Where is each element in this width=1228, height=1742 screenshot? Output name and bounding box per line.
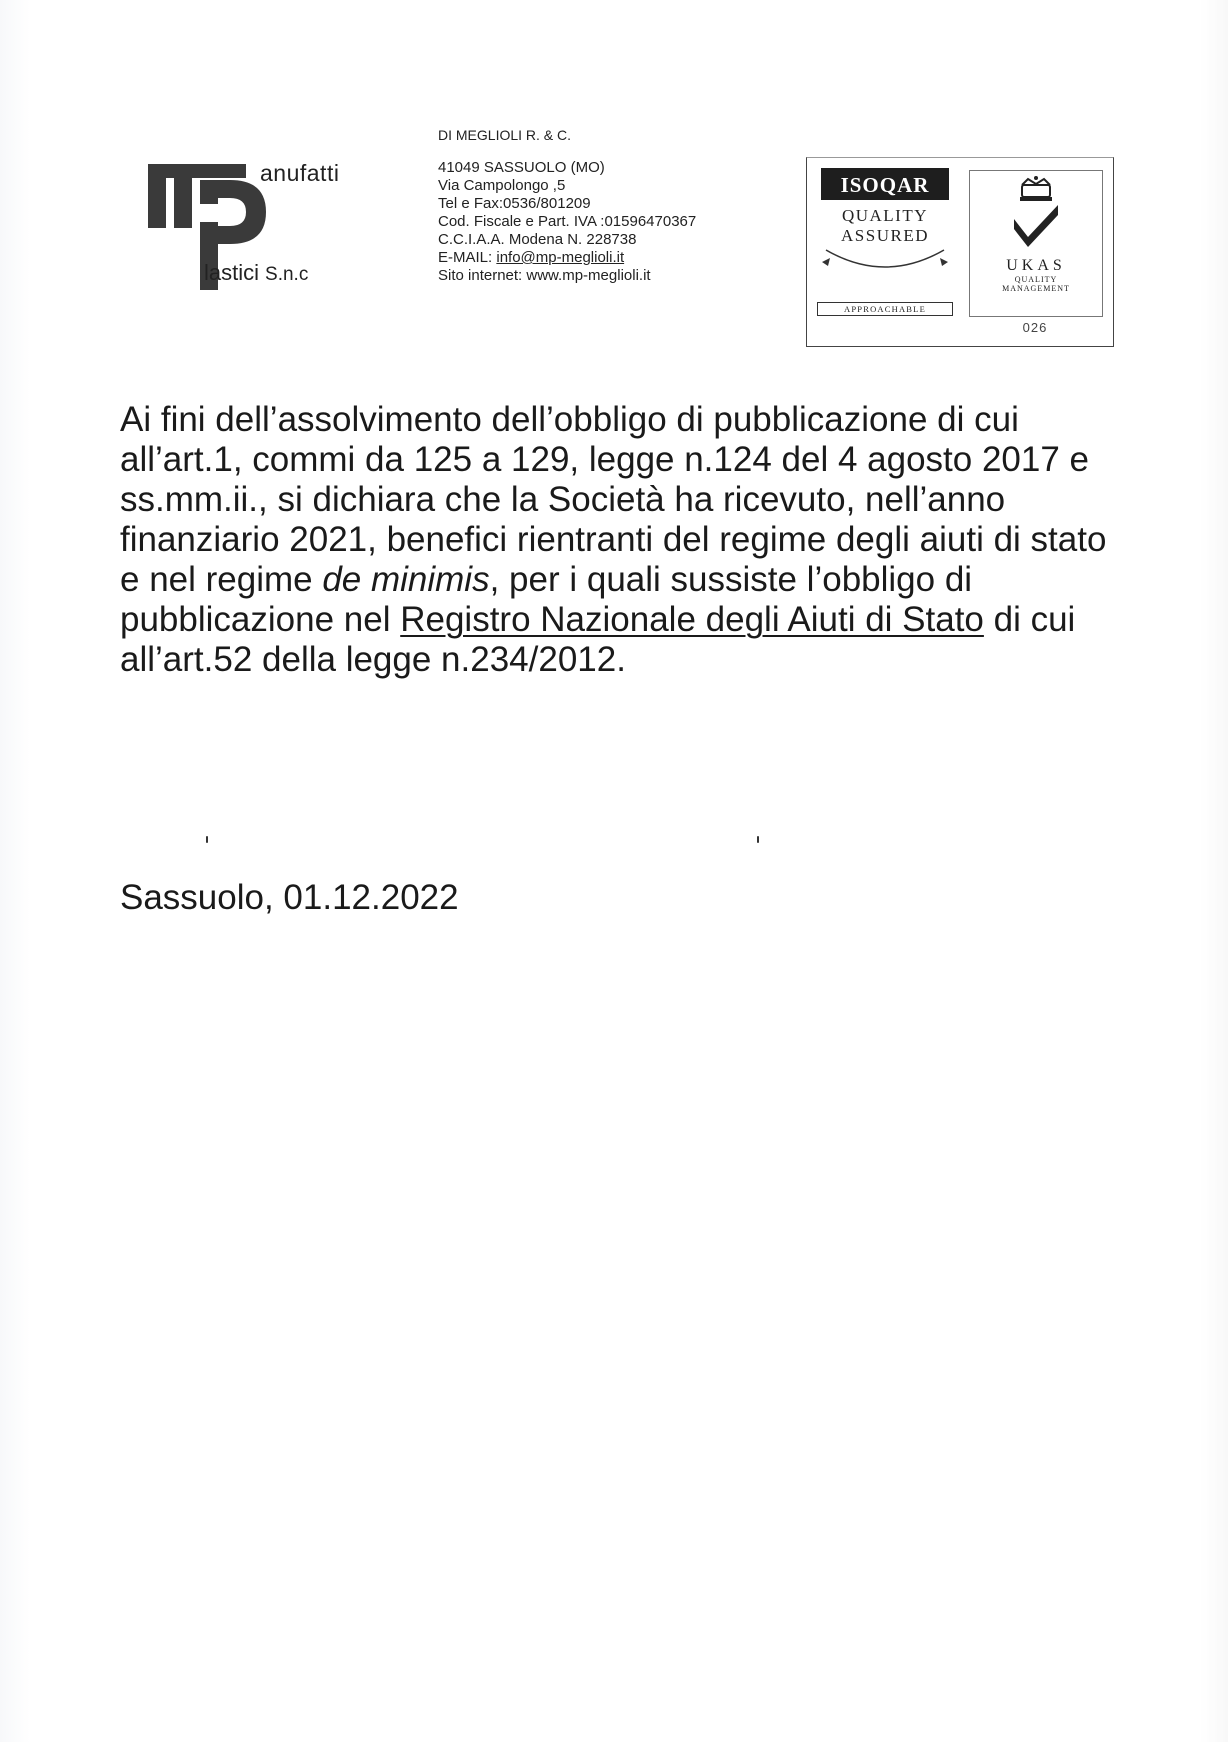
company-email-label: E-MAIL: (438, 249, 493, 266)
company-website: Sito internet: www.mp-meglioli.it (438, 267, 651, 284)
isoqar-title: ISOQAR (821, 168, 949, 200)
company-email-line (438, 249, 778, 267)
ukas-name: UKAS (1006, 257, 1066, 274)
company-tax-id: Cod. Fiscale e Part. IVA :01596470367 (438, 213, 697, 230)
isoqar-badge (815, 168, 955, 318)
crown-tick-icon (1006, 175, 1066, 249)
certification-number: 026 (1022, 320, 1048, 335)
logo-word-anufatti: anufatti (260, 160, 340, 186)
declaration-registry-name: Registro Nazionale degli Aiuti di Stato (400, 600, 984, 639)
certification-box (806, 157, 1114, 347)
company-info (438, 126, 778, 285)
declaration-de-minimis: de minimis (322, 560, 490, 599)
place-and-date: Sassuolo, 01.12.2022 (120, 878, 459, 917)
declaration-paragraph (120, 400, 1120, 680)
logo-company-suffix: S.n.c (265, 264, 309, 285)
company-cciaa: C.C.I.A.A. Modena N. 228738 (438, 231, 637, 248)
scan-mark (757, 836, 759, 843)
ukas-quality: QUALITY (1014, 275, 1058, 284)
isoqar-quality: QUALITY (841, 206, 929, 225)
isoqar-footer: APPROACHABLE (817, 302, 953, 316)
isoqar-assured: ASSURED (841, 226, 929, 245)
logo-word-lastici (204, 260, 308, 286)
ukas-management: MANAGEMENT (1002, 284, 1070, 293)
company-email-link[interactable]: info@mp-meglioli.it (496, 249, 625, 266)
company-street: Via Campolongo ,5 (438, 177, 566, 194)
declaration-text-part3: di cui all’art.52 della legge n.234/2012. (120, 600, 1076, 679)
logo-word-lastici-text: lastici (204, 260, 260, 285)
company-logo (148, 160, 398, 290)
company-city: 41049 SASSUOLO (MO) (438, 159, 605, 176)
declaration-text-part1: Ai fini dell’assolvimento dell’obbligo di pubblicazione di cui all’art.1, commi da 125 a 129, legge n.124 del 4 agosto 2017 e ss.mm.ii., si dichiara che la Società ha ricevuto, nell’anno finanziario 2021, benefici rientranti del regime degli aiuti di stato e nel regime (120, 400, 1107, 599)
ukas-badge (969, 170, 1103, 317)
company-legal-name: DI MEGLIOLI R. & C. (438, 127, 572, 143)
scan-mark (206, 836, 208, 843)
isoqar-ribbon-icon (820, 248, 950, 284)
company-phone: Tel e Fax:0536/801209 (438, 195, 591, 212)
declaration-text-part2: , per i quali sussiste l’obbligo di pubblicazione nel (120, 560, 973, 639)
